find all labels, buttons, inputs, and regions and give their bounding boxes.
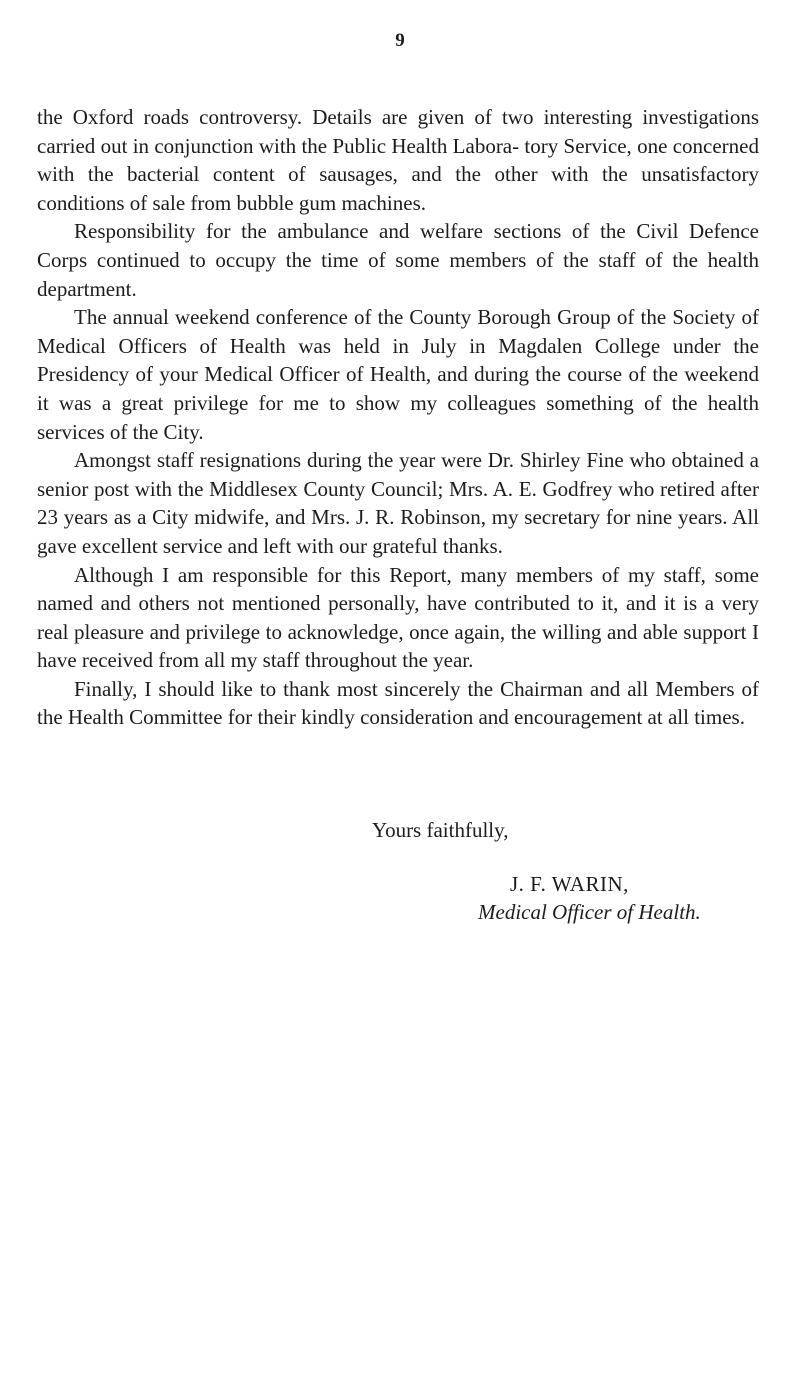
page-number: 9 [395, 30, 405, 51]
paragraph-resignations: Amongst staff resignations during the year were Dr. Shirley Fine who obtained a senior post with the Middlesex County Council; Mrs. A. E. Godfrey who retired after 23 years as a City midwife, and Mrs. J. R. Robinson, my secretary for nine years. All gave excellent service and left with our grateful thanks. [37, 448, 759, 558]
signatory-title: Medical Officer of Health. [478, 900, 701, 924]
paragraph-thanks: Finally, I should like to thank most sincerely the Chairman and all Members of the Health Committee for their kindly consideration and encouragement at all times. [37, 676, 759, 730]
paragraph-civil-defence: Responsibility for the ambulance and welfare sections of the Civil Defence Corps continued to occupy the time of some members of the staff of the health department. [37, 219, 759, 301]
valediction: Yours faithfully, [372, 818, 509, 842]
paragraph-oxford-roads: the Oxford roads controversy. Details are given of two interesting investigations carried out in conjunction with the Public Health Labora- tory Service, one concerned with the bacterial content of sausages, and the other with the unsatisfactory conditions of sale from bubble gum machines. [37, 105, 759, 215]
paragraph-acknowledgement: Although I am responsible for this Report, many members of my staff, some named and others not mentioned personally, have contributed to it, and it is a very real pleasure and privilege to acknowledge, once again, the willing and able support I have received from all my staff throughout the year. [37, 562, 759, 673]
paragraph-conference: The annual weekend conference of the County Borough Group of the Society of Medical Officers of Health was held in July in Magdalen College under the Presidency of your Medical Officer of Health, and during the course of the weekend it was a great privilege for me to show my colleagues something of the health services of the City. [37, 305, 759, 444]
letter-body [37, 103, 759, 732]
signatory-name: J. F. WARIN, [510, 872, 629, 896]
